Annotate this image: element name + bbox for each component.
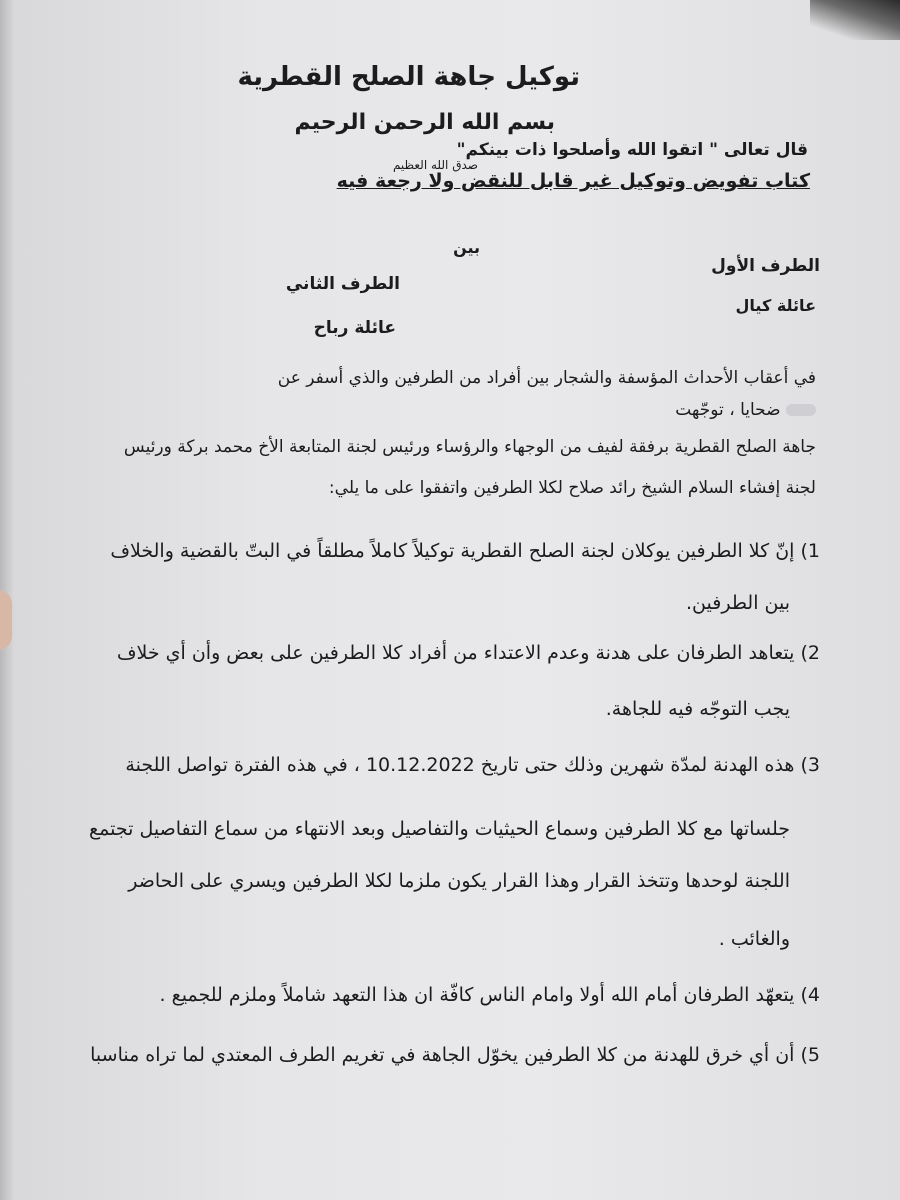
party1-name: عائلة كيال <box>735 296 816 315</box>
party1-label: الطرف الأول <box>711 256 820 276</box>
clause-3-line-4: والغائب . <box>718 928 790 950</box>
clause-3-line-1 <box>125 754 820 776</box>
clause-text: إنّ كلا الطرفين يوكلان لجنة الصلح القطرية توكيلاً كاملاً مطلقاً في البتّ بالقضية والخلاف <box>110 540 795 562</box>
redacted-number <box>786 404 816 416</box>
clause-number: 2) <box>800 642 820 664</box>
clause-text: هذه الهدنة لمدّة شهرين وذلك حتى تاريخ 10.12.2022 ، في هذه الفترة تواصل اللجنة <box>125 754 795 776</box>
clause-1-line-1 <box>110 540 820 562</box>
page-fold-corner <box>810 0 900 40</box>
clause-3-line-2: جلساتها مع كلا الطرفين وسماع الحيثيات والتفاصيل وبعد الانتهاء من سماع التفاصيل تجتمع <box>89 818 790 840</box>
clause-5-line-1 <box>90 1044 820 1066</box>
clause-1-line-2: بين الطرفين. <box>686 592 790 614</box>
intro-line-4: لجنة إفشاء السلام الشيخ رائد صلاح لكلا الطرفين واتفقوا على ما يلي: <box>328 478 816 498</box>
intro-text-1: في أعقاب الأحداث المؤسفة والشجار بين أفراد من الطرفين والذي أسفر عن <box>277 368 816 388</box>
clause-text: يتعهّد الطرفان أمام الله أولا وامام الناس كافّة ان هذا التعهد شاملاً وملزم للجميع . <box>159 984 795 1006</box>
intro-line-2 <box>675 400 816 420</box>
intro-text-2: ضحايا ، توجّهت <box>675 400 781 420</box>
clause-number: 3) <box>800 754 820 776</box>
clause-number: 4) <box>800 984 820 1006</box>
between-label: بين <box>453 238 480 257</box>
finger-edge <box>0 590 12 650</box>
basmala: بسم الله الرحمن الرحيم <box>294 110 555 135</box>
clause-2-line-1 <box>117 642 820 664</box>
document-title: توكيل جاهة الصلح القطرية <box>237 62 580 92</box>
quran-verse: قال تعالى " اتقوا الله وأصلحوا ذات بينكم" <box>456 140 808 160</box>
clause-text: يتعاهد الطرفان على هدنة وعدم الاعتداء من أفراد كلا الطرفين على بعض وأن أي خلاف <box>116 642 795 664</box>
clause-text: أن أي خرق للهدنة من كلا الطرفين يخوّل الجاهة في تغريم الطرف المعتدي لما تراه مناسبا <box>90 1044 795 1066</box>
clause-number: 5) <box>800 1044 820 1066</box>
mandate-heading: كتاب تفويض وتوكيل غير قابل للنقض ولا رجعة فيه <box>336 170 810 192</box>
verse-closing: صدق الله العظيم <box>392 158 478 172</box>
clause-number: 1) <box>800 540 820 562</box>
clause-4-line-1 <box>160 984 820 1006</box>
intro-line-3: جاهة الصلح القطرية برفقة لفيف من الوجهاء والرؤساء ورئيس لجنة المتابعة الأخ محمد بركة ورئيس <box>123 437 816 457</box>
clause-2-line-2: يجب التوجّه فيه للجاهة. <box>605 698 790 720</box>
clause-3-line-3: اللجنة لوحدها وتتخذ القرار وهذا القرار يكون ملزما لكلا الطرفين ويسري على الحاضر <box>128 870 790 892</box>
intro-line-1 <box>278 368 816 388</box>
party2-label: الطرف الثاني <box>285 274 400 294</box>
party2-name: عائلة رباح <box>313 318 396 338</box>
